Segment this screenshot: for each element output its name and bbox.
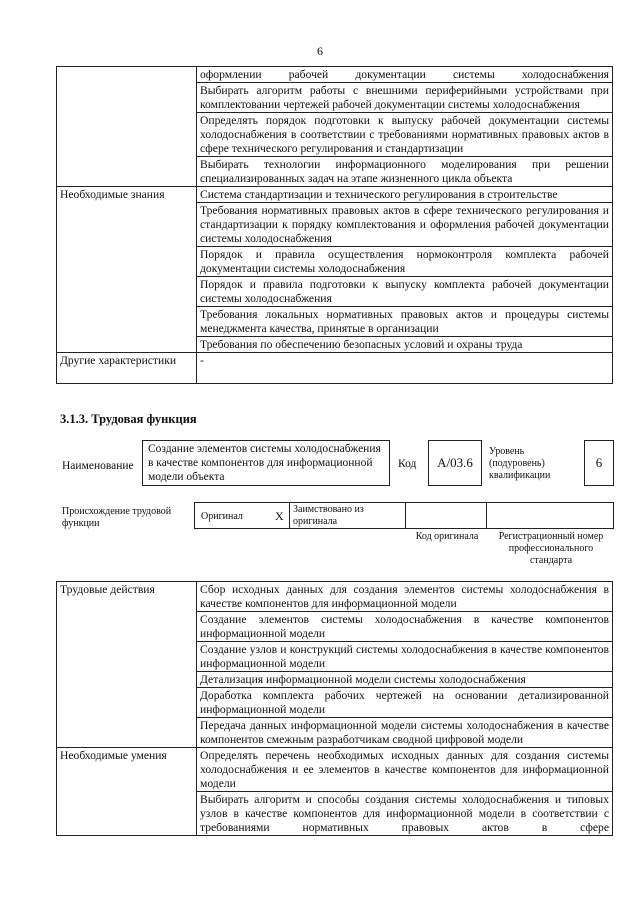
- row-text: Система стандартизации и технического регулирования в строительстве: [197, 187, 613, 203]
- reg-number-box: [486, 502, 614, 529]
- row-text: Порядок и правила подготовки к выпуску комплекта рабочей документации системы холодоснабжения: [197, 277, 613, 307]
- row-text: оформлении рабочей документации системы холодоснабжения: [197, 67, 613, 83]
- level-value: 6: [595, 455, 603, 470]
- original-code-box: [405, 502, 487, 529]
- row-text: Требования по обеспечению безопасных условий и охраны труда: [197, 337, 613, 353]
- original-box: [194, 502, 290, 529]
- reg-caption: Регистрационный номер профессионального стандарта: [498, 531, 604, 566]
- table-row: [57, 353, 613, 384]
- borrowed-box: [289, 502, 406, 529]
- code-box: [428, 440, 482, 486]
- origin-label: Происхождение трудовой функции: [62, 506, 172, 529]
- row-text: Создание элементов системы холодоснабжения в качестве компонентов информационной модели: [197, 612, 613, 642]
- row-text: Детализация информационной модели системы холодоснабжения: [197, 672, 613, 688]
- page-number: 6: [317, 44, 323, 58]
- row-text: Требования нормативных правовых актов в сфере технического регулирования и стандартизации к порядку комплектования и оформления рабочей документации системы холодоснабжения: [197, 203, 613, 247]
- row-text: Порядок и правила осуществления нормоконтроля комплекта рабочей документации системы холодоснабжения: [197, 247, 613, 277]
- table-row: [57, 187, 613, 203]
- table-row: [57, 67, 613, 83]
- row-text: Определять порядок подготовки к выпуску рабочей документации системы холодоснабжения в соответствии с требованиями нормативных правовых актов в сфере технического регулирования и стандартизации: [197, 113, 613, 157]
- function-name: Создание элементов системы холодоснабжения в качестве компонентов для информационной модели объекта: [148, 443, 381, 483]
- section-title: 3.1.3. Трудовая функция: [60, 412, 197, 426]
- row-label: Трудовые действия: [57, 582, 197, 748]
- function-name-box: [142, 440, 390, 486]
- name-label: Наименование: [62, 460, 134, 472]
- row-text: -: [197, 353, 613, 384]
- row-text: Передача данных информационной модели системы холодоснабжения в качестве компонентов смежным разработчикам сводной цифровой модели: [197, 718, 613, 748]
- row-text: Выбирать технологии информационного моделирования при решении специализированных задач на этапе жизненного цикла объекта: [197, 157, 613, 187]
- code-caption: Код оригинала: [415, 531, 479, 542]
- code-label: Код: [398, 458, 417, 470]
- skills-knowledge-table: [56, 66, 613, 384]
- row-text: Требования локальных нормативных правовых актов и процедуры системы менеджмента качества, принятые в организации: [197, 307, 613, 337]
- level-box: [584, 440, 614, 486]
- row-text: Доработка комплекта рабочих чертежей на основании детализированной информационной модели: [197, 688, 613, 718]
- table-row: [57, 748, 613, 792]
- labor-actions-table: [56, 581, 613, 836]
- row-label: Необходимые умения: [57, 748, 197, 836]
- row-label: Необходимые знания: [57, 187, 197, 353]
- row-text: Выбирать алгоритм работы с внешними периферийными устройствами при комплектовании чертежей рабочей документации системы холодоснабжения: [197, 83, 613, 113]
- original-label: Оригинал: [201, 511, 243, 522]
- row-text: Определять перечень необходимых исходных данных для создания системы холодоснабжения и ее элементов в качестве компонентов для информационной модели: [197, 748, 613, 792]
- borrowed-label: Заимствовано из оригинала: [293, 504, 364, 527]
- original-mark: X: [275, 509, 284, 523]
- row-label: Другие характеристики: [57, 353, 197, 384]
- row-label: [57, 67, 197, 187]
- table-row: [57, 582, 613, 612]
- level-label: Уровень (подуровень) квалификации: [489, 446, 551, 481]
- code-value: A/03.6: [437, 455, 473, 470]
- row-text: Сбор исходных данных для создания элементов системы холодоснабжения в качестве компонентов для информационной модели: [197, 582, 613, 612]
- row-text: Создание узлов и конструкций системы холодоснабжения в качестве компонентов информационной модели: [197, 642, 613, 672]
- row-text: Выбирать алгоритм и способы создания системы холодоснабжения и типовых узлов в качестве компонентов для информационной модели в соответствии с требованиями нормативных правовых актов в сфере: [197, 792, 613, 836]
